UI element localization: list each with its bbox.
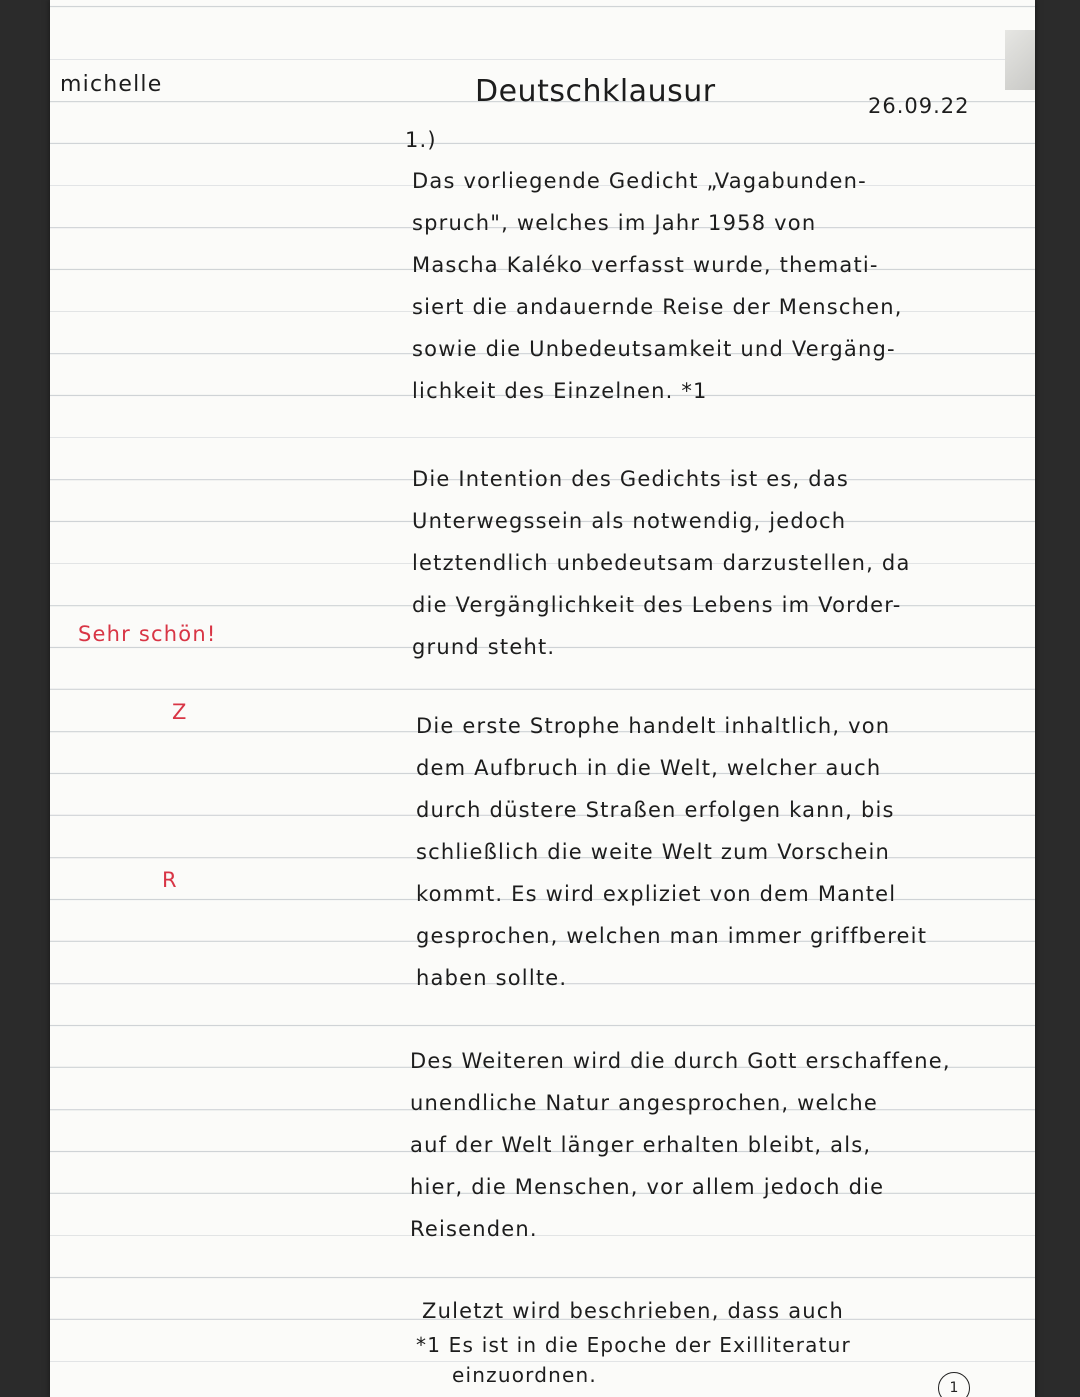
text-line: hier, die Menschen, vor allem jedoch die — [410, 1175, 885, 1199]
text-line: Des Weiteren wird die durch Gott erschaffene, — [410, 1049, 951, 1073]
footnote-line: *1 Es ist in die Epoche der Exilliteratur — [416, 1333, 851, 1357]
text-line: Das vorliegende Gedicht „Vagabunden- — [412, 169, 867, 193]
margin-note-praise: Sehr schön! — [78, 622, 217, 646]
text-line: Reisenden. — [410, 1217, 538, 1241]
text-line: schließlich die weite Welt zum Vorschein — [416, 840, 891, 864]
text-line: Die Intention des Gedichts ist es, das — [412, 467, 850, 491]
student-name: michelle — [60, 72, 163, 97]
text-line: Unterwegssein als notwendig, jedoch — [412, 509, 847, 533]
page-corner-fold — [1005, 30, 1035, 90]
text-line: kommt. Es wird expliziet von dem Mantel — [416, 882, 897, 906]
text-line: auf der Welt länger erhalten bleibt, als, — [410, 1133, 872, 1157]
exam-sheet — [50, 0, 1035, 1397]
text-line: dem Aufbruch in die Welt, welcher auch — [416, 756, 882, 780]
paragraph-intro — [412, 160, 903, 412]
text-line: sowie die Unbedeutsamkeit und Vergäng- — [412, 337, 896, 361]
task-number: 1.) — [405, 128, 437, 152]
text-line: siert die andauernde Reise der Menschen, — [412, 295, 903, 319]
text-line: unendliche Natur angesprochen, welche — [410, 1091, 878, 1115]
text-line: durch düstere Straßen erfolgen kann, bis — [416, 798, 895, 822]
text-line: letztendlich unbedeutsam darzustellen, da — [412, 551, 911, 575]
paragraph-conclusion — [422, 1290, 844, 1332]
text-line: lichkeit des Einzelnen. *1 — [412, 379, 708, 403]
page-title: Deutschklausur — [475, 74, 716, 109]
text-line: spruch", welches im Jahr 1958 von — [412, 211, 817, 235]
text-line: die Vergänglichkeit des Lebens im Vorder- — [412, 593, 902, 617]
text-line: gesprochen, welchen man immer griffbereit — [416, 924, 928, 948]
footnote-line: einzuordnen. — [452, 1363, 597, 1387]
paragraph-first-stanza — [416, 705, 927, 999]
text-line: Die erste Strophe handelt inhaltlich, von — [416, 714, 891, 738]
text-line: Mascha Kaléko verfasst wurde, themati- — [412, 253, 879, 277]
footnote — [416, 1330, 851, 1390]
text-line: grund steht. — [412, 635, 556, 659]
paragraph-intention — [412, 458, 911, 668]
margin-mark-r: R — [162, 868, 178, 892]
page-number: 1 — [938, 1372, 970, 1397]
margin-mark-z: Z — [172, 700, 188, 724]
text-line: Zuletzt wird beschrieben, dass auch — [422, 1299, 845, 1323]
exam-date: 26.09.22 — [868, 94, 970, 118]
paragraph-nature — [410, 1040, 951, 1250]
text-line: haben sollte. — [416, 966, 568, 990]
